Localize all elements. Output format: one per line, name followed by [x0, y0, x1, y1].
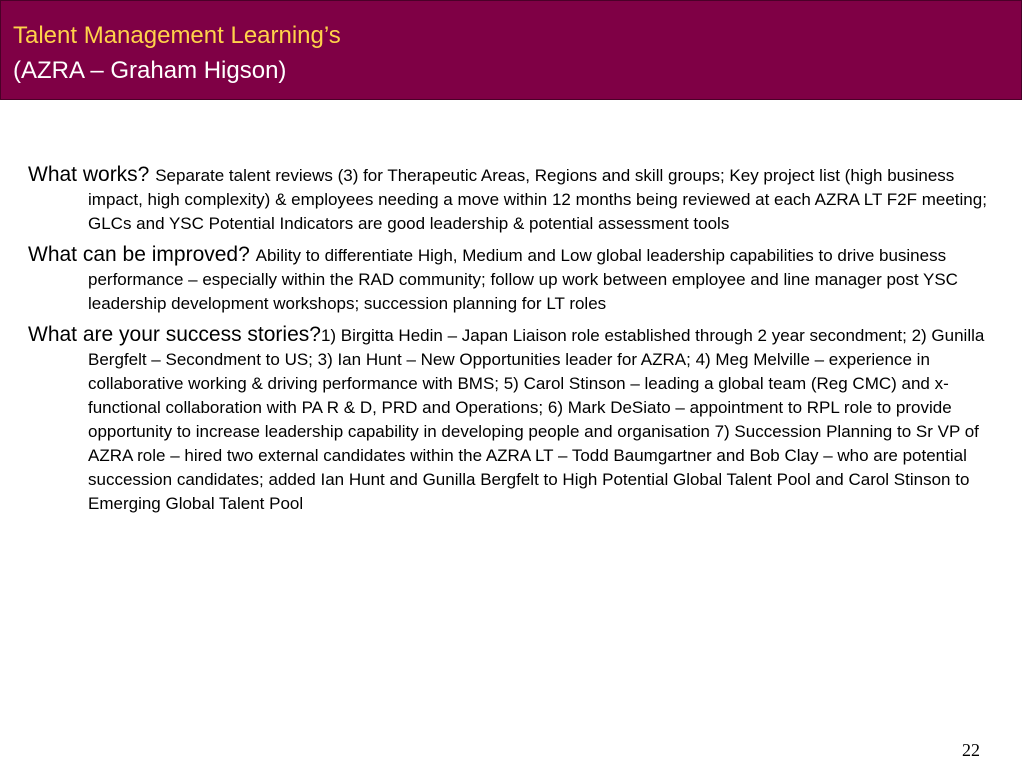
slide-body: [28, 163, 994, 523]
section-what-can-be-improved: [28, 243, 994, 316]
title-bar: [0, 0, 1022, 100]
page-number: 22: [962, 740, 980, 760]
section-success-stories: [28, 323, 994, 516]
section-heading: What can be improved?: [28, 243, 256, 266]
slide-subtitle: (AZRA – Graham Higson): [13, 57, 287, 84]
slide-title: Talent Management Learning’s: [13, 22, 341, 49]
section-text: Ability to differentiate High, Medium and Low global leadership capabilities to drive business performance – especially within the RAD community; follow up work between employee and line manager post YSC leadership development workshops; succession planning for LT roles: [88, 246, 958, 313]
section-text: Separate talent reviews (3) for Therapeutic Areas, Regions and skill groups; Key project list (high business impact, high complexity) & employees needing a move within 12 months being reviewed at each AZRA LT F2F meeting; GLCs and YSC Potential Indicators are good leadership & potential assessment tools: [88, 166, 987, 233]
section-what-works: [28, 163, 994, 236]
section-text: 1) Birgitta Hedin – Japan Liaison role established through 2 year secondment; 2) Gunilla Bergfelt – Secondment to US; 3) Ian Hunt – New Opportunities leader for AZRA; 4) Meg Melville – experience in collaborative working & driving performance with BMS; 5) Carol Stinson – leading a global team (Reg CMC) and x-functional collaboration with PA R & D, PRD and Operations; 6) Mark DeSiato – appointment to RPL role to provide opportunity to increase leadership capability in developing people and organisation 7) Succession Planning to Sr VP of AZRA role – hired two external candidates within the AZRA LT – Todd Baumgartner and Bob Clay – who are potential succession candidates; added Ian Hunt and Gunilla Bergfelt to High Potential Global Talent Pool and Carol Stinson to Emerging Global Talent Pool: [88, 326, 985, 513]
section-heading: What works?: [28, 163, 156, 186]
section-heading: What are your success stories?: [28, 323, 321, 346]
